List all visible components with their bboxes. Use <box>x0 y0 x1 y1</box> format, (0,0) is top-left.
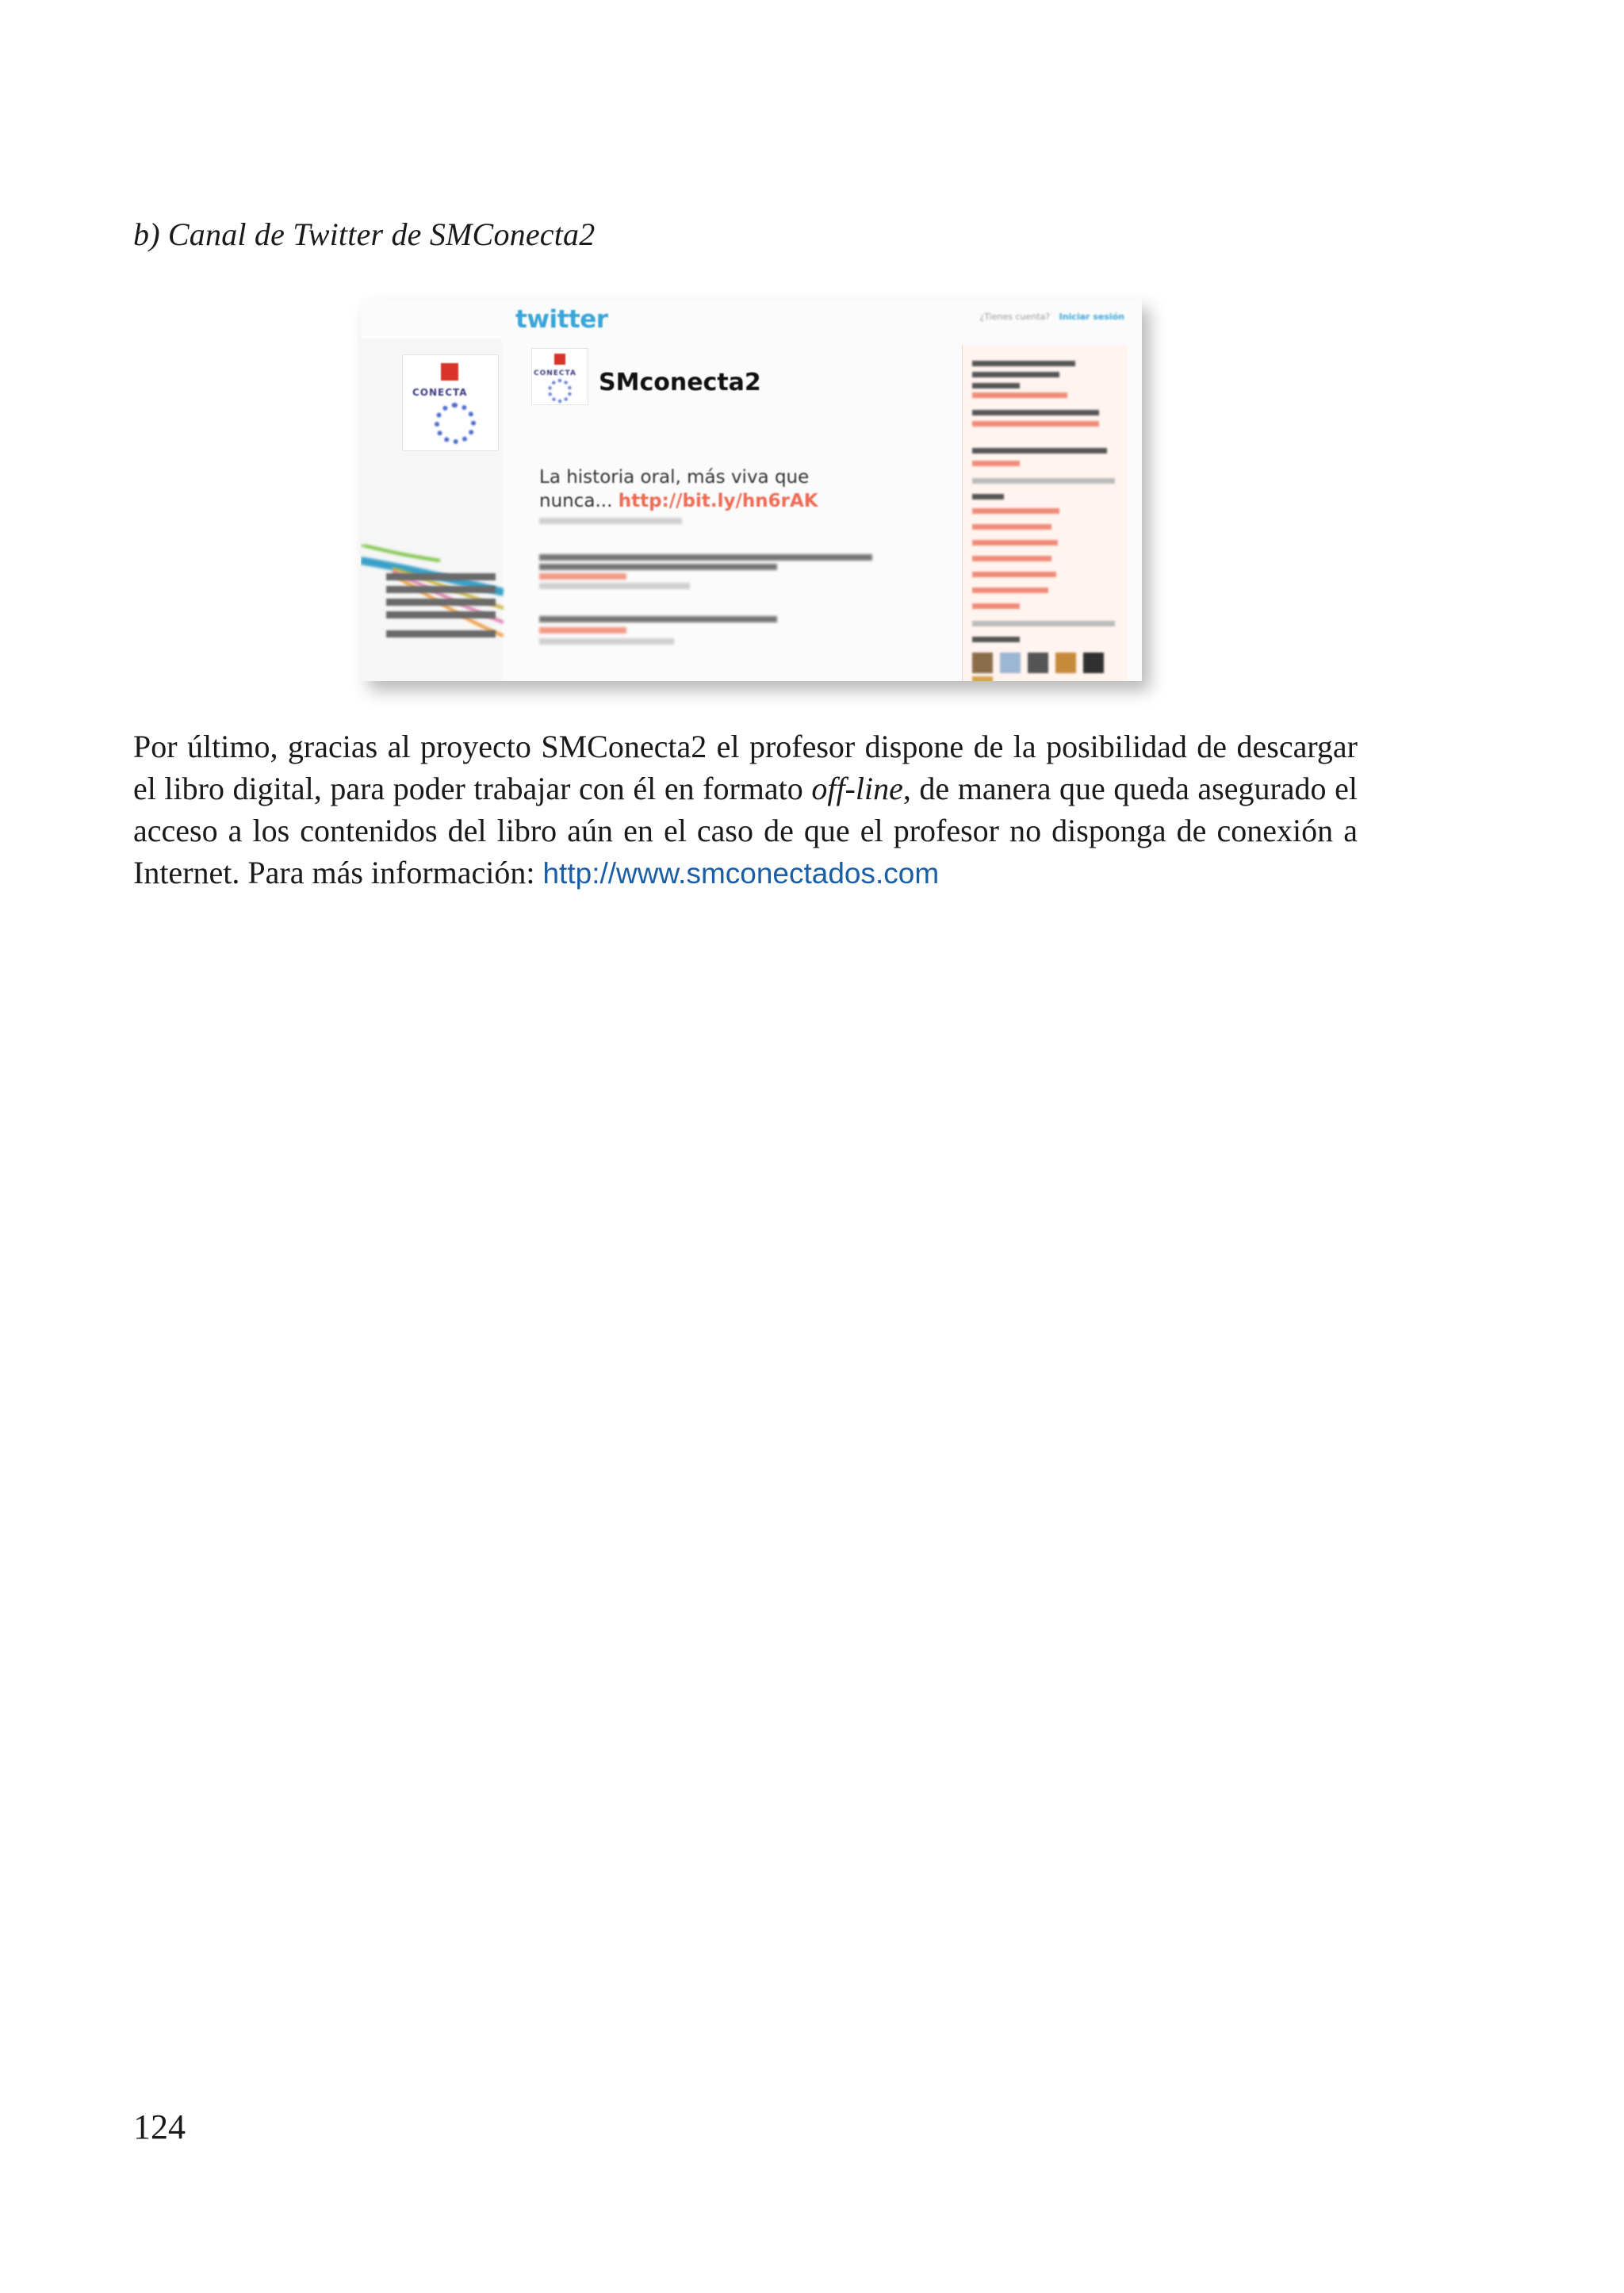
sidebar-line <box>972 572 1056 577</box>
sidebar-line <box>972 421 1099 427</box>
dots-icon <box>435 403 476 444</box>
tweet-link-line <box>539 627 626 634</box>
tweet-text: La historia oral, más viva que nunca... <box>539 467 810 511</box>
sidebar-line <box>972 637 1020 642</box>
login-links <box>979 312 1124 322</box>
tweet-link-line <box>539 573 626 580</box>
sidebar-line <box>972 410 1099 415</box>
following-thumbnails <box>972 653 1128 681</box>
avatar <box>972 653 993 673</box>
profile-screen-name: SMconecta2 <box>599 369 761 396</box>
sidebar-line <box>972 448 1107 454</box>
tweet-line <box>539 554 872 561</box>
avatar <box>1000 653 1021 673</box>
sidebar-line <box>972 524 1051 530</box>
website-link[interactable]: http://www.smconectados.com <box>542 857 940 890</box>
sidebar-line <box>972 556 1051 561</box>
text-line <box>386 630 496 637</box>
profile-avatar <box>531 348 588 405</box>
sidebar-line <box>972 361 1075 366</box>
text-line <box>386 586 496 593</box>
conecta-badge <box>402 354 499 451</box>
figure-caption: b) Canal de Twitter de SMConecta2 <box>133 216 596 252</box>
tweet-link: http://bit.ly/hn6rAK <box>618 491 818 511</box>
page-number: 124 <box>133 2107 186 2146</box>
avatar <box>1028 653 1048 673</box>
have-account-text: ¿Tienes cuenta? <box>979 312 1051 322</box>
sidebar-line <box>972 383 1020 389</box>
sidebar-line <box>972 494 1004 500</box>
sidebar-line <box>972 603 1020 609</box>
twitter-logo: twitter <box>515 305 608 334</box>
sm-logo-square <box>441 363 458 381</box>
tweet-meta <box>539 583 690 589</box>
badge-text: CONECTA <box>412 387 468 398</box>
tweet-meta <box>539 518 682 524</box>
paragraph-text-start: Por último, gracias al proyecto SMConecta2 el profesor dispone de la posibilidad de descargar el libro digital, para poder trabajar con él en formato <box>133 729 1358 806</box>
offline-term: off-line <box>811 771 903 806</box>
sidebar-line <box>972 372 1059 377</box>
avatar <box>972 676 993 681</box>
sign-in-link: Iniciar sesión <box>1059 312 1124 322</box>
twitter-screenshot <box>361 299 1142 681</box>
featured-tweet <box>539 465 841 513</box>
sm-logo-square <box>554 354 565 365</box>
text-line <box>386 611 496 618</box>
sidebar-line <box>972 508 1059 514</box>
sidebar-line <box>972 478 1115 484</box>
tweet-meta <box>539 638 674 645</box>
tweet-line <box>539 616 777 622</box>
sidebar-line <box>972 621 1115 626</box>
text-line <box>386 599 496 606</box>
avatar <box>1055 653 1076 673</box>
sidebar-line <box>972 588 1048 593</box>
dots-icon <box>548 379 572 403</box>
sidebar-line <box>972 392 1067 398</box>
avatar <box>1083 653 1104 673</box>
body-paragraph <box>133 725 1358 894</box>
sidebar-line <box>972 461 1020 466</box>
sidebar-line <box>972 540 1058 545</box>
tweet-line <box>539 564 777 570</box>
avatar-text: CONECTA <box>534 369 576 377</box>
profile-sidebar <box>962 345 1128 681</box>
paragraph-text-end: , de manera que queda asegurado el acceso a los contenidos del libro aún en el caso de que el profesor no disponga de conexión a Internet. Para más información: <box>133 771 1358 890</box>
text-line <box>386 573 496 580</box>
